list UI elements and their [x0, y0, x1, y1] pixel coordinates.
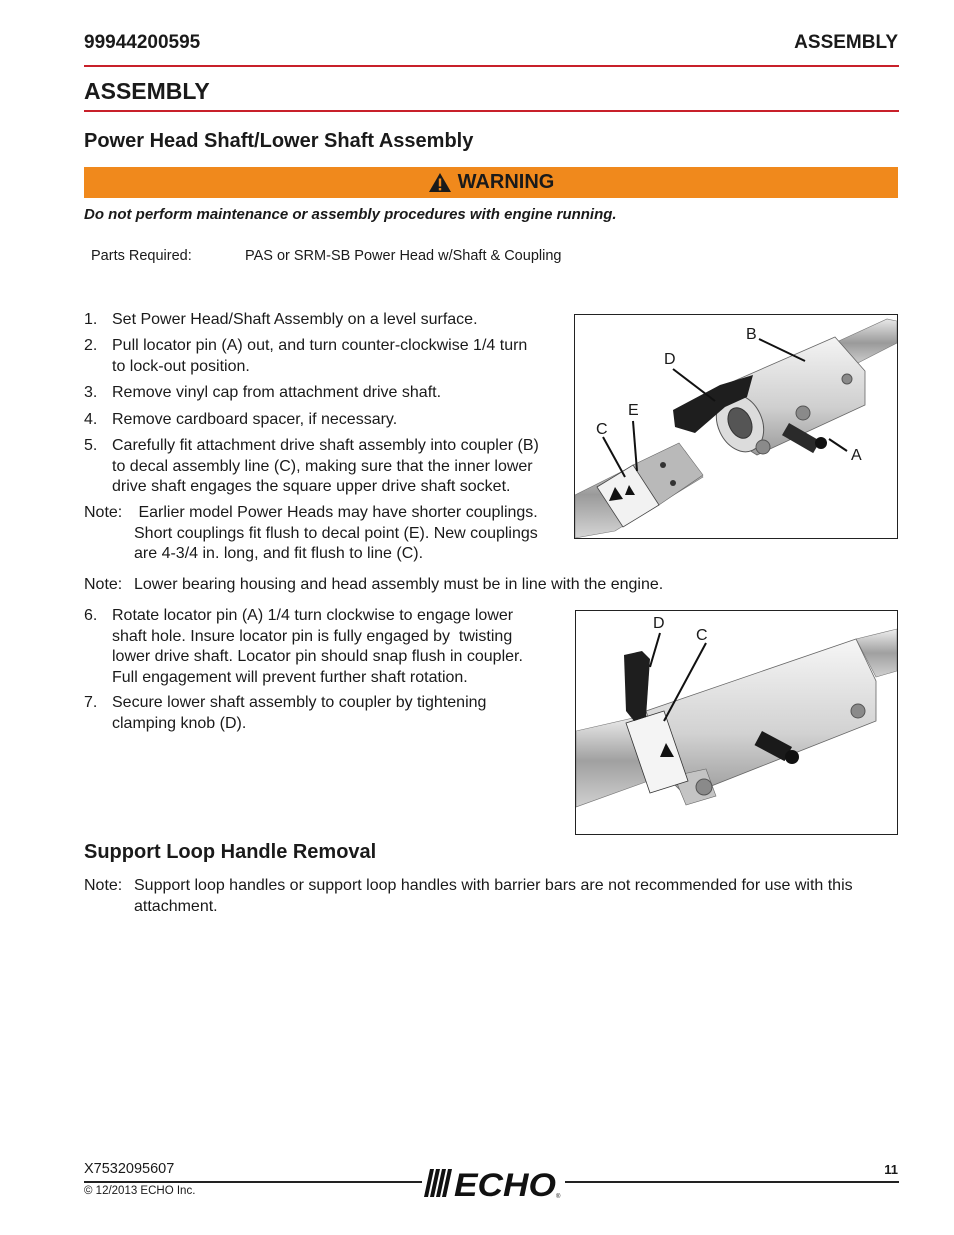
step-text: Full engagement will prevent further shaft rotation. — [112, 668, 468, 686]
warning-label: WARNING — [457, 171, 555, 193]
step-text: to decal assembly line (C), making sure that the inner lower — [112, 457, 533, 475]
label-a: A — [851, 447, 862, 464]
warning-text: Do not perform maintenance or assembly procedures with engine running. — [84, 206, 617, 223]
echo-logo — [422, 1165, 564, 1201]
footer-copyright: © 12/2013 ECHO Inc. — [84, 1185, 196, 1197]
step-number: 6. — [84, 607, 98, 624]
note-text: Short couplings fit flush to decal point (E). New couplings — [134, 524, 538, 542]
step-text: Rotate locator pin (A) 1/4 turn clockwise to engage lower — [112, 607, 514, 624]
section-heading-support-loop: Support Loop Handle Removal — [84, 841, 377, 863]
coupler-assembled-illustration — [576, 611, 897, 834]
step-number: 4. — [84, 411, 98, 428]
echo-logo-text: ECHO — [454, 1167, 557, 1201]
note-text: are 4-3/4 in. long, and fit flush to line (C). — [134, 545, 424, 562]
step-text: Remove vinyl cap from attachment drive shaft. — [112, 384, 442, 401]
label-b: B — [746, 326, 757, 343]
step-text: Carefully fit attachment drive shaft assembly into coupler (B) — [112, 437, 539, 454]
section-heading-shaft-assembly: Power Head Shaft/Lower Shaft Assembly — [84, 130, 474, 152]
note-text: attachment. — [134, 897, 218, 915]
step-number: 7. — [84, 694, 98, 711]
title-rule — [84, 110, 899, 112]
page-number: 11 — [884, 1162, 898, 1177]
warning-triangle-icon — [428, 172, 452, 193]
step-text: Set Power Head/Shaft Assembly on a level surface. — [112, 311, 478, 328]
label-d: D — [653, 615, 665, 632]
figure-knob-tightened — [575, 610, 898, 835]
footer-part-number: X7532095607 — [84, 1161, 175, 1177]
step-text: lower drive shaft. Locator pin should snap flush in coupler. — [112, 648, 523, 665]
echo-logo-icon — [422, 1165, 564, 1201]
step-text: Secure lower shaft assembly to coupler by tightening — [112, 694, 487, 711]
step-number: 3. — [84, 384, 98, 401]
parts-value: PAS or SRM-SB Power Head w/Shaft & Coupling — [245, 248, 562, 264]
header-rule — [84, 65, 899, 67]
step-number: 1. — [84, 311, 98, 328]
doc-number: 99944200595 — [84, 32, 201, 53]
note-label: Note: — [84, 877, 123, 894]
note-text: Lower bearing housing and head assembly must be in line with the engine. — [134, 576, 664, 593]
parts-label: Parts Required: — [91, 248, 192, 264]
step-text: drive shaft engages the square upper drive shaft socket. — [112, 478, 511, 495]
label-d: D — [664, 351, 676, 368]
section-name: ASSEMBLY — [794, 32, 898, 53]
footer-rule-left — [84, 1181, 422, 1183]
label-c: C — [596, 421, 608, 438]
step-text: shaft hole. Insure locator pin is fully engaged by twisting — [112, 627, 513, 645]
step-number: 5. — [84, 437, 98, 454]
note-text: Support loop handles or support loop handles with barrier bars are not recommended for use with this — [134, 877, 853, 894]
step-text: Pull locator pin (A) out, and turn counter-clockwise 1/4 turn — [112, 337, 528, 354]
step-text: Remove cardboard spacer, if necessary. — [112, 411, 398, 428]
note-label: Note: — [84, 504, 123, 521]
warning-bar — [84, 167, 898, 198]
page-title: ASSEMBLY — [84, 78, 210, 104]
step-number: 2. — [84, 337, 98, 354]
note-label: Note: — [84, 576, 123, 593]
note-text: Earlier model Power Heads may have shorter couplings. — [134, 504, 538, 521]
label-c: C — [696, 627, 708, 644]
figure-shaft-coupler — [574, 314, 898, 539]
label-e: E — [628, 402, 639, 419]
step-text: clamping knob (D). — [112, 714, 247, 732]
svg-text:®: ® — [556, 1194, 561, 1200]
footer-rule-right — [565, 1181, 899, 1183]
coupler-illustration — [575, 315, 897, 538]
step-text: to lock-out position. — [112, 357, 250, 375]
